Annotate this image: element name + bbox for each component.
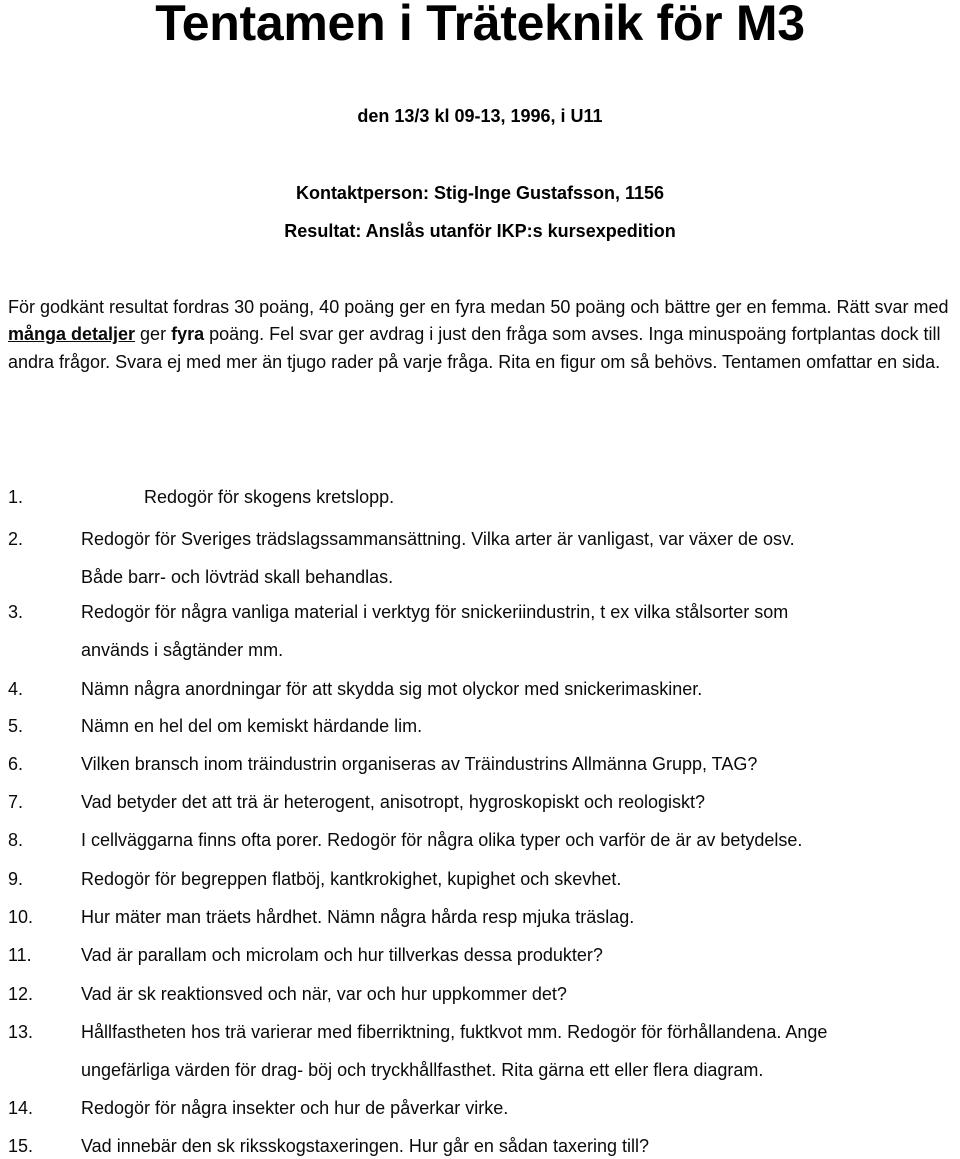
question-number: 9. [8,869,24,889]
question-text: Nämn några anordningar för att skydda sig mot olyckor med snickerimaskiner. [81,679,703,699]
question-number: 5. [8,716,24,736]
question-text: Redogör för några insekter och hur de påverkar virke. [81,1098,509,1118]
question-text: Redogör för skogens kretslopp. [144,487,395,507]
question-number: 4. [8,679,24,699]
question-text: Hållfastheten hos trä varierar med fiberriktning, fuktkvot mm. Redogör för förhållandena. Ange [81,1022,828,1042]
intro-text-3: poäng. Fel svar ger avdrag i just den fråga som avses. Inga minuspoäng fortplantas dock till andra frågor. Svara ej med mer än tjugo rader på varje fråga. Rita en figur om så behövs. Tentamen omfattar en sida. [8,324,941,372]
question-text-continued: används i sågtänder mm. [81,640,284,660]
question-text: Redogör för några vanliga material i verktyg för snickeriindustrin, t ex vilka stålsorter som [81,602,789,622]
question-text: Vad är parallam och microlam och hur tillverkas dessa produkter? [81,945,603,965]
question-number: 11. [8,945,32,965]
question-text: Redogör för Sveriges trädslagssammansättning. Vilka arter är vanligast, var växer de osv. [81,529,795,549]
question-text: Nämn en hel del om kemiskt härdande lim. [81,716,423,736]
question-text: Vilken bransch inom träindustrin organiseras av Träindustrins Allmänna Grupp, TAG? [81,754,758,774]
question-number: 8. [8,830,24,850]
page-title: Tentamen i Träteknik för M3 [155,0,805,51]
question-number: 12. [8,984,34,1004]
exam-date-line: den 13/3 kl 09-13, 1996, i U11 [357,106,603,126]
question-text: I cellväggarna finns ofta porer. Redogör för några olika typer och varför de är av betydelse. [81,830,803,850]
question-text: Redogör för begreppen flatböj, kantkrokighet, kupighet och skevhet. [81,869,622,889]
question-text: Vad innebär den sk riksskogstaxeringen. Hur går en sådan taxering till? [81,1136,649,1156]
question-text: Vad är sk reaktionsved och när, var och hur uppkommer det? [81,984,567,1004]
question-text-continued: Både barr- och lövträd skall behandlas. [81,567,394,587]
question-number: 15. [8,1136,34,1156]
question-number: 6. [8,754,24,774]
question-text: Hur mäter man träets hårdhet. Nämn några hårda resp mjuka träslag. [81,907,635,927]
contact-line: Kontaktperson: Stig-Inge Gustafsson, 1156 [295,183,665,203]
question-number: 3. [8,602,24,622]
result-line: Resultat: Anslås utanför IKP:s kursexpedition [284,221,676,241]
question-number: 7. [8,792,24,812]
intro-text-1: För godkänt resultat fordras 30 poäng, 40 poäng ger en fyra medan 50 poäng och bättre ger en femma. Rätt svar med [8,297,949,317]
intro-paragraph [8,294,953,376]
intro-text-2: ger [135,324,172,345]
question-text-continued: ungefärliga värden för drag- böj och tryckhållfasthet. Rita gärna ett eller flera diagram. [81,1060,764,1080]
question-number: 1. [8,487,24,507]
question-text: Vad betyder det att trä är heterogent, anisotropt, hygroskopiskt och reologiskt? [81,792,706,812]
question-number: 13. [8,1022,34,1042]
question-number: 14. [8,1098,34,1118]
intro-emphasis-bold: fyra [171,324,205,345]
intro-emphasis-underlined: många detaljer [8,324,136,345]
question-number: 10. [8,907,34,927]
question-number: 2. [8,529,24,549]
